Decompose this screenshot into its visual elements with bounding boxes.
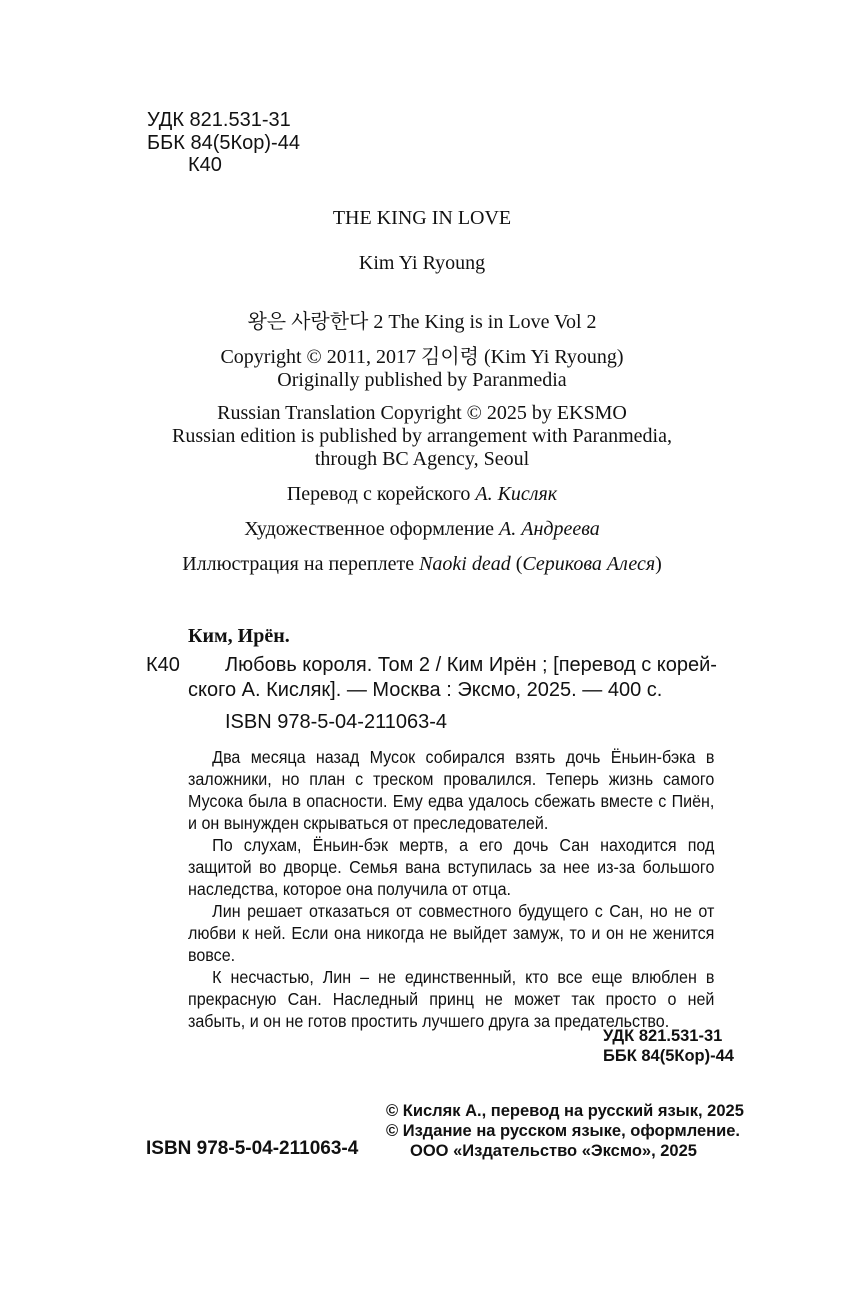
translator-name: А. Кисляк — [475, 483, 558, 505]
translator-prefix: Перевод с корейского — [286, 483, 476, 505]
illustration-artist: Naoki dead — [419, 553, 511, 575]
translator-line — [0, 482, 844, 506]
annotation — [188, 746, 714, 1032]
copyright-ru-2: © Издание на русском языке, оформление. — [386, 1122, 741, 1140]
design-line — [0, 517, 844, 541]
catalog-mark: К40 — [146, 654, 180, 676]
udk-top: УДК 821.531-31 — [147, 109, 291, 131]
illustration-alt: Серикова Алеся — [522, 553, 656, 575]
catalog-isbn: ISBN 978-5-04-211063-4 — [225, 711, 447, 733]
bbk-top: ББК 84(5Кор)-44 — [147, 132, 300, 154]
illustration-paren-close: ) — [655, 553, 662, 575]
annotation-paragraph: По слухам, Ёньин-бэк мертв, а его дочь Сан находится под защитой во дворце. Семья вана вступилась за нее из-за большого наследства, которое она получила от отца. — [188, 835, 715, 899]
catalog-entry-line2: ского А. Кисляк]. — Москва : Эксмо, 2025. — 400 с. — [188, 679, 663, 701]
annotation-paragraph: Лин решает отказаться от совместного будущего с Сан, но не от любви к ней. Если она никогда не выйдет замуж, то и он не женится вовсе. — [188, 901, 715, 965]
copyright-line: Copyright © 2011, 2017 김이령 (Kim Yi Ryoung) — [220, 346, 624, 368]
illustration-prefix: Иллюстрация на переплете — [182, 553, 420, 575]
design-prefix: Художественное оформление — [244, 518, 500, 540]
udk-bottom: УДК 821.531-31 — [603, 1027, 723, 1045]
annotation-paragraph: К несчастью, Лин – не единственный, кто все еще влюблен в прекрасную Сан. Наследный принц не может так просто о ней забыть, и он не готов простить лучшего друга за предательство. — [188, 967, 715, 1031]
bbk-bottom: ББК 84(5Кор)-44 — [603, 1047, 734, 1065]
russian-edition-line2: through BC Agency, Seoul — [314, 448, 530, 470]
author-en: Kim Yi Ryoung — [358, 252, 486, 274]
originally-published: Originally published by Paranmedia — [277, 369, 567, 391]
illustration-line — [0, 552, 844, 576]
russian-translation-copyright: Russian Translation Copyright © 2025 by EKSMO — [217, 402, 627, 424]
copyright-ru-1: © Кисляк А., перевод на русский язык, 2025 — [386, 1102, 744, 1120]
russian-edition-line1: Russian edition is published by arrangement with Paranmedia, — [172, 425, 672, 447]
illustration-paren-open: ( — [510, 553, 523, 575]
design-name: А. Андреева — [499, 518, 600, 540]
catalog-entry-line1: Любовь короля. Том 2 / Ким Ирён ; [перевод с корей- — [225, 654, 717, 676]
catalog-author-heading: Ким, Ирён. — [188, 625, 290, 647]
copyright-ru-3: ООО «Издательство «Эксмо», 2025 — [410, 1142, 697, 1160]
isbn-bottom: ISBN 978-5-04-211063-4 — [146, 1138, 359, 1159]
title-en: THE KING IN LOVE — [332, 207, 512, 229]
author-mark-top: К40 — [188, 154, 222, 176]
annotation-paragraph: Два месяца назад Мусок собирался взять дочь Ёньин-бэка в заложники, но план с треском провалился. Теперь жизнь самого Мусока была в опасности. Ему едва удалось сбежать вместе с Пиён, и он вынужден скрываться от преследователей. — [188, 747, 715, 833]
original-title: 왕은 사랑한다 2 The King is in Love Vol 2 — [247, 311, 597, 333]
